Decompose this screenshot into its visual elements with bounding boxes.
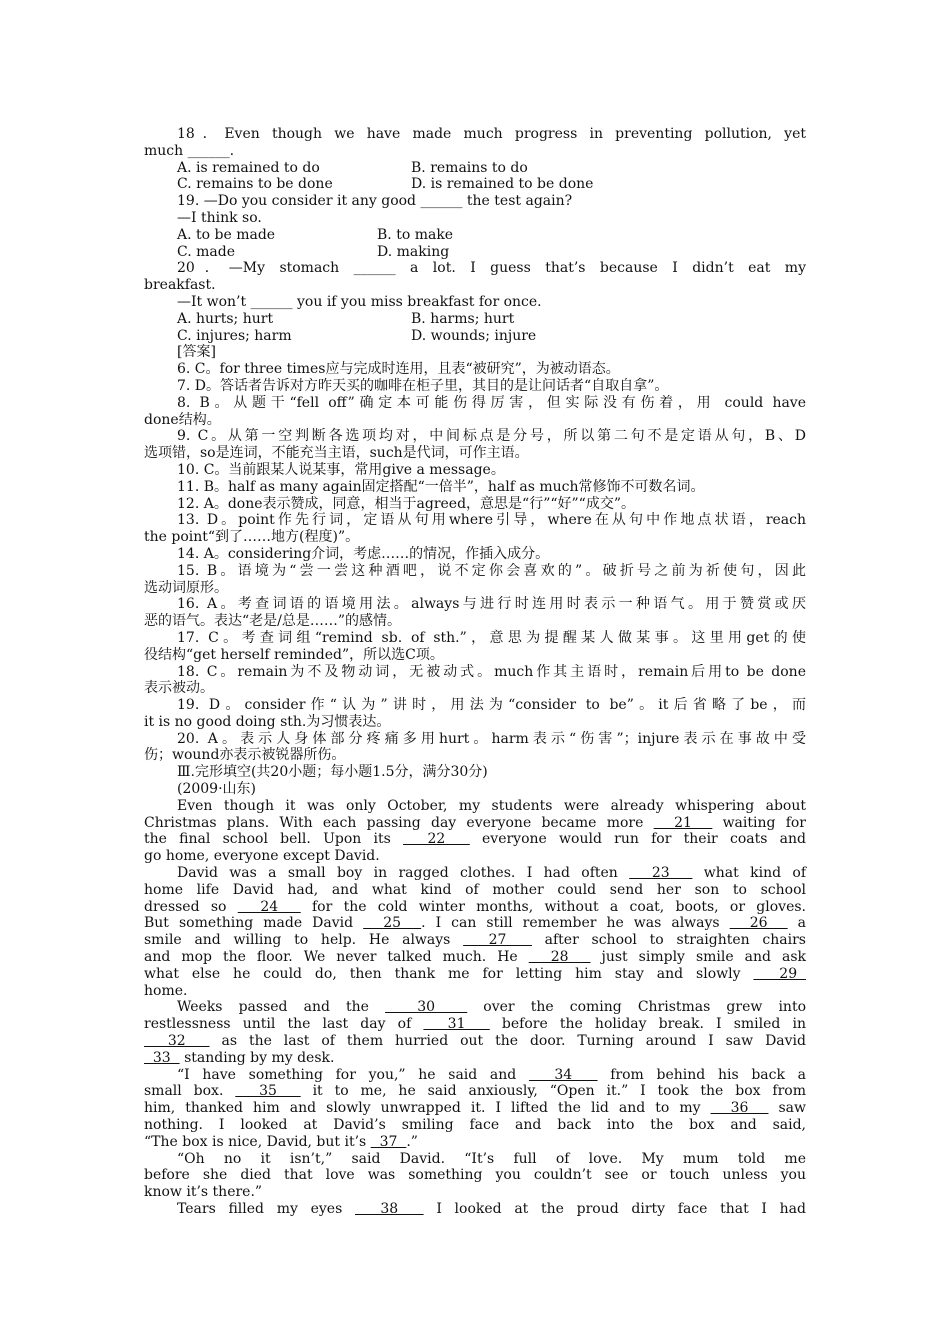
passage-text: everyone would run for their coats and [469, 831, 806, 848]
passage-text: what else he could do, then thank me for letting him stay and slowly [144, 965, 754, 982]
passage-text: saw [768, 1100, 806, 1117]
passage-text: “I have something for you,” he said and [177, 1066, 529, 1083]
passage-text: for the cold winter months, without a coat, boots, or gloves. [300, 898, 806, 915]
cloze-blank: 38 [354, 1201, 424, 1217]
q19-options-cd [144, 244, 806, 261]
q18-option-c: C. remains to be done [177, 176, 333, 193]
passage-text: .” [406, 1133, 418, 1150]
answer-line: 10. C。当前跟某人说某事，常用give a message。 [177, 461, 505, 478]
passage-text: Weeks passed and the [177, 999, 386, 1016]
passage-text: just simply smile and ask [590, 949, 806, 966]
passage-line [144, 1033, 806, 1050]
passage-text: before the holiday break. I smiled in [489, 1016, 806, 1033]
answer-line: it is no good doing sth.为习惯表达。 [144, 713, 391, 730]
passage-line [144, 966, 806, 983]
passage-line [144, 882, 806, 899]
passage-text: after school to straighten chairs [531, 932, 806, 949]
q20-options-cd [144, 328, 806, 345]
cloze-blank: 32 [144, 1033, 210, 1050]
cloze-blank: 30 [385, 999, 468, 1016]
answer-line: 7. D。答话者告诉对方昨天买的咖啡在柜子里，其目的是让问话者“自取自拿”。 [177, 377, 669, 394]
passage-text: But something made David [144, 915, 364, 932]
passage-line [144, 815, 806, 832]
passage-line [144, 999, 806, 1016]
passage-text: as the last of them hurried out the door. Turning around I saw David [209, 1033, 806, 1050]
q19-option-d: D. making [377, 243, 450, 260]
passage-text: and mop the floor. We never talked much. He [144, 949, 529, 966]
q18-options-cd [144, 176, 806, 193]
passage-text: him, thanked him and slowly unwrapped it. I lifted the lid and to my [144, 1100, 711, 1117]
passage-text: home life David had, and what kind of mother could send her son to school [144, 881, 806, 898]
passage-line [144, 1201, 806, 1218]
answer-line: 16. A。考查词语的语境用法。always与进行时连用时表示一种语气。用于赞赏或厌 [177, 596, 806, 613]
passage-text: what kind of [692, 865, 807, 882]
passage-line [144, 798, 806, 815]
answer-line: 恶的语气。表达“老是/总是……”的感情。 [144, 613, 402, 630]
cloze-blank: 34 [528, 1066, 598, 1083]
answer-line: 18. C。remain为不及物动词，无被动式。much作其主语时，remain后用to be done [177, 663, 806, 680]
passage-line [144, 949, 806, 966]
passage-text: know it’s there.” [144, 1184, 263, 1201]
cloze-blank: 24 [237, 898, 301, 915]
cloze-blank: 23 [629, 865, 693, 882]
q19-stem-line2: —I think so. [177, 209, 262, 226]
passage-text: Even though it was only October, my students were already whispering about [177, 797, 806, 814]
passage-text: dressed so [144, 898, 238, 915]
q19-option-c: C. made [177, 243, 235, 260]
passage-line [144, 1067, 806, 1084]
answer-line: 15. B。语境为“尝一尝这种酒吧，说不定你会喜欢的”。破折号之前为祈使句，因此 [177, 562, 806, 579]
answer-line: 13. D。point作先行词，定语从句用where引导，where在从句中作地点状语，reach [177, 512, 806, 529]
q20-stem-line3: —It won’t ______ you if you miss breakfast for once. [177, 293, 542, 310]
q19-stem-line1: 19. —Do you consider it any good ______ the test again? [177, 193, 573, 210]
passage-line [144, 1151, 806, 1168]
passage-line [144, 1016, 806, 1033]
passage-text: go home, everyone except David. [144, 848, 380, 865]
passage-text: David was a small boy in ragged clothes. I had often [177, 865, 630, 882]
answer-line: 选动词原形。 [144, 579, 228, 596]
document-page [144, 126, 806, 1218]
answer-line: 8. B。从题干“fell off”确定本可能伤得厉害，但实际没有伤着，用 could have [177, 394, 806, 411]
q20-option-b: B. harms; hurt [411, 310, 515, 327]
passage-text: home. [144, 982, 188, 999]
cloze-blank: 22 [403, 831, 470, 848]
passage-text: Tears filled my eyes [177, 1201, 355, 1217]
passage-text: smile and willing to help. He always [144, 932, 464, 949]
cloze-blank: 26 [729, 915, 788, 932]
q18-options-ab [144, 160, 806, 177]
q20-options-ab [144, 311, 806, 328]
passage-text: from behind his back a [597, 1066, 806, 1083]
answer-line: 9. C。从第一空判断各选项均对，中间标点是分号，所以第二句不是定语从句，B、D [177, 428, 806, 445]
passage-text: over the coming Christmas grew into [467, 999, 806, 1016]
q20-option-a: A. hurts; hurt [177, 310, 274, 327]
passage-line [144, 1134, 806, 1151]
passage-text: “The box is nice, David, but it’s [144, 1133, 371, 1150]
cloze-passage [144, 798, 806, 1218]
cloze-blank: 35 [235, 1083, 301, 1100]
cloze-blank: 21 [653, 814, 713, 831]
passage-text: a [787, 915, 806, 932]
passage-line [144, 1100, 806, 1117]
q18-option-d: D. is remained to be done [411, 176, 594, 193]
passage-text: I looked at the proud dirty face that I had [423, 1201, 806, 1217]
passage-line [144, 915, 806, 932]
answer-line: 表示被动。 [144, 680, 214, 697]
passage-line [144, 1083, 806, 1100]
passage-text: the final school bell. Upon its [144, 831, 404, 848]
answer-line: done结构。 [144, 411, 221, 428]
answer-line: 17. C。考查词组“remind sb. of sth.”，意思为提醒某人做某事。这里用get的使 [177, 629, 806, 646]
q20-stem-line2: breakfast. [144, 277, 216, 294]
passage-text: small box. [144, 1083, 236, 1100]
passage-line [144, 899, 806, 916]
passage-text: Christmas plans. With each passing day everyone became more [144, 814, 654, 831]
section-title: Ⅲ.完形填空(共20小题；每小题1.5分，满分30分) [177, 764, 488, 781]
q20-stem-line1: 20．—My stomach ______ a lot. I guess that’s because I didn’t eat my [177, 260, 806, 277]
q18-stem-line1: 18．Even though we have made much progress in preventing pollution, yet [177, 126, 806, 142]
passage-text: waiting for [712, 814, 806, 831]
q19-option-b: B. to make [377, 226, 454, 243]
q19-option-a: A. to be made [177, 226, 276, 243]
q18-stem-line2: much ______. [144, 142, 235, 159]
source-label: (2009·山东) [177, 781, 257, 798]
passage-line [144, 865, 806, 882]
cloze-blank: 29 [753, 965, 807, 982]
q20-option-d: D. wounds; injure [411, 327, 537, 344]
passage-line [144, 932, 806, 949]
passage-text: restlessness until the last day of [144, 1016, 424, 1033]
q18-option-a: A. is remained to do [177, 159, 320, 176]
passage-text: . I can still remember he was always [421, 915, 730, 932]
answer-line: 12. A。done表示赞成，同意，相当于agreed，意思是“行”“好”“成交”。 [177, 495, 635, 512]
cloze-blank: 31 [423, 1016, 490, 1033]
answer-line: 11. B。half as many again固定搭配“一倍半”，half as much常修饰不可数名词。 [177, 478, 705, 495]
answer-line: the point“到了……地方(程度)”。 [144, 529, 360, 546]
passage-line [144, 1050, 806, 1067]
passage-line [144, 1117, 806, 1134]
q19-options-ab [144, 227, 806, 244]
answer-line: 选项错，so是连词，不能充当主语，such是代词，可作主语。 [144, 445, 529, 462]
answer-line: 19. D。consider作“认为”讲时，用法为“consider to be”。it后省略了be，而 [177, 697, 806, 714]
answer-list [144, 361, 806, 764]
cloze-blank: 36 [710, 1100, 769, 1117]
cloze-blank: 25 [363, 915, 422, 932]
passage-text: standing by my desk. [179, 1049, 335, 1066]
answer-line: 役结构“get herself reminded”，所以选C项。 [144, 646, 444, 663]
answer-line: 6. C。for three times应与完成时连用，且表“被研究”，为被动语态。 [177, 361, 620, 378]
passage-text: it to me, he said anxiously, “Open it.” I took the box from [300, 1083, 806, 1100]
answer-line: 20. A。表示人身体部分疼痛多用hurt。harm表示“伤害”；injure表示在事故中受 [177, 730, 806, 747]
cloze-blank: 37 [370, 1133, 407, 1150]
passage-text: “Oh no it isn’t,” said David. “It’s full of love. My mum told me [177, 1150, 806, 1167]
passage-text: nothing. I looked at David’s smiling face and back into the box and said, [144, 1117, 806, 1134]
answer-line: 伤；wound亦表示被锐器所伤。 [144, 747, 346, 764]
passage-line [144, 848, 806, 865]
cloze-blank: 33 [144, 1049, 180, 1066]
answer-header: [答案] [177, 344, 216, 361]
answer-line: 14. A。considering介词，考虑……的情况，作插入成分。 [177, 545, 550, 562]
q18-option-b: B. remains to do [411, 159, 528, 176]
passage-line [144, 983, 806, 1000]
passage-line [144, 1167, 806, 1184]
cloze-blank: 27 [463, 932, 532, 949]
cloze-blank: 28 [528, 949, 591, 966]
q20-option-c: C. injures; harm [177, 327, 292, 344]
passage-line [144, 831, 806, 848]
passage-line [144, 1184, 806, 1201]
passage-text: before she died that love was something you couldn’t see or touch unless you [144, 1167, 806, 1184]
